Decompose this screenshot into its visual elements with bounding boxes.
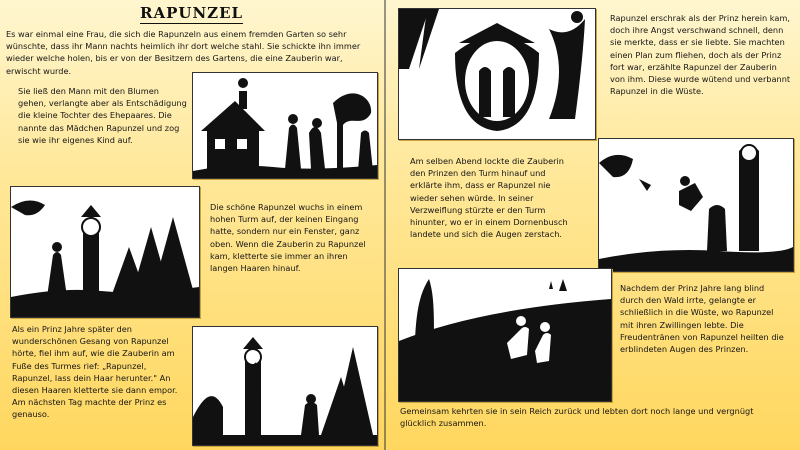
story-paragraph-2: Sie ließ den Mann mit den Blumen gehen, verlangte aber als Entschädigung die kleine Tochter des Ehepaares. Die nannte das Mädchen Rapunzel und zog sie wie ihr eigenes Kind auf. xyxy=(18,86,187,145)
illustration-reunion xyxy=(398,268,612,402)
page-title: RAPUNZEL xyxy=(140,4,244,22)
story-paragraph-8: Gemeinsam kehrten sie in sein Reich zurück und lebten dort noch lange und vergnügt glücklich zusammen. xyxy=(400,406,754,429)
story-paragraph-3: Die schöne Rapunzel wuchs in einem hohen Turm auf, der keinen Eingang hatte, sondern nur ein Fenster, ganz oben. Wenn die Zauberin zu Rapunzel kam, kletterte sie immer an ihren langen Haaren hinauf. xyxy=(210,202,366,274)
illustration-lantern-couple xyxy=(398,8,596,140)
story-paragraph-4: Als ein Prinz Jahre später den wunderschönen Gesang von Rapunzel hörte, fiel ihm auf, wie die Zauberin am Fuße des Turmes rief: „Rapunzel, Rapunzel, lass dein Haar herunter." An diesen Haaren kletterte sie dann empor. Am nächsten Tag machte der Prinz es genauso. xyxy=(12,324,178,420)
illustration-cottage xyxy=(192,72,378,179)
illustration-falling-prince xyxy=(598,138,794,272)
illustration-tower-forest xyxy=(10,186,200,318)
story-paragraph-1: Es war einmal eine Frau, die sich die Rapunzeln aus einem fremden Garten so sehr wünschte, dass ihr Mann nachts heimlich ihr dort welche stahl. Sie schickte ihn immer wieder welche holen, bis er von der Besitzern des Gartens, die eine Zauberin war, erwischt wurde. xyxy=(6,29,361,76)
story-paragraph-5: Rapunzel erschrak als der Prinz herein kam, doch ihre Angst verschwand schnell, denn sie merkte, dass er sie liebte. Sie machten einen Plan zum fliehen, doch als der Prinz fort war, erzählte Rapunzel der Zauberin von ihm. Diese wurde wütend und verbannt Rapunzel in die Wüste. xyxy=(610,13,791,97)
story-paragraph-6: Am selben Abend lockte die Zauberin den Prinzen den Turm hinauf und erklärte ihm, dass er Rapunzel nie wieder sehen würde. In seiner Verzweiflung stürzte er den Turm hinunter, wo er in einem Dornenbusch landete und sich die Augen zerstach. xyxy=(410,156,568,240)
story-paragraph-7: Nachdem der Prinz Jahre lang blind durch den Wald irrte, gelangte er schließlich in die Wüste, wo Rapunzel mit ihren Zwillingen lebte. Die Freudentränen von Rapunzel heilten die erblindeten Augen des Prinzen. xyxy=(620,283,784,355)
illustration-tower-hair xyxy=(192,326,378,446)
page-divider xyxy=(384,0,386,450)
